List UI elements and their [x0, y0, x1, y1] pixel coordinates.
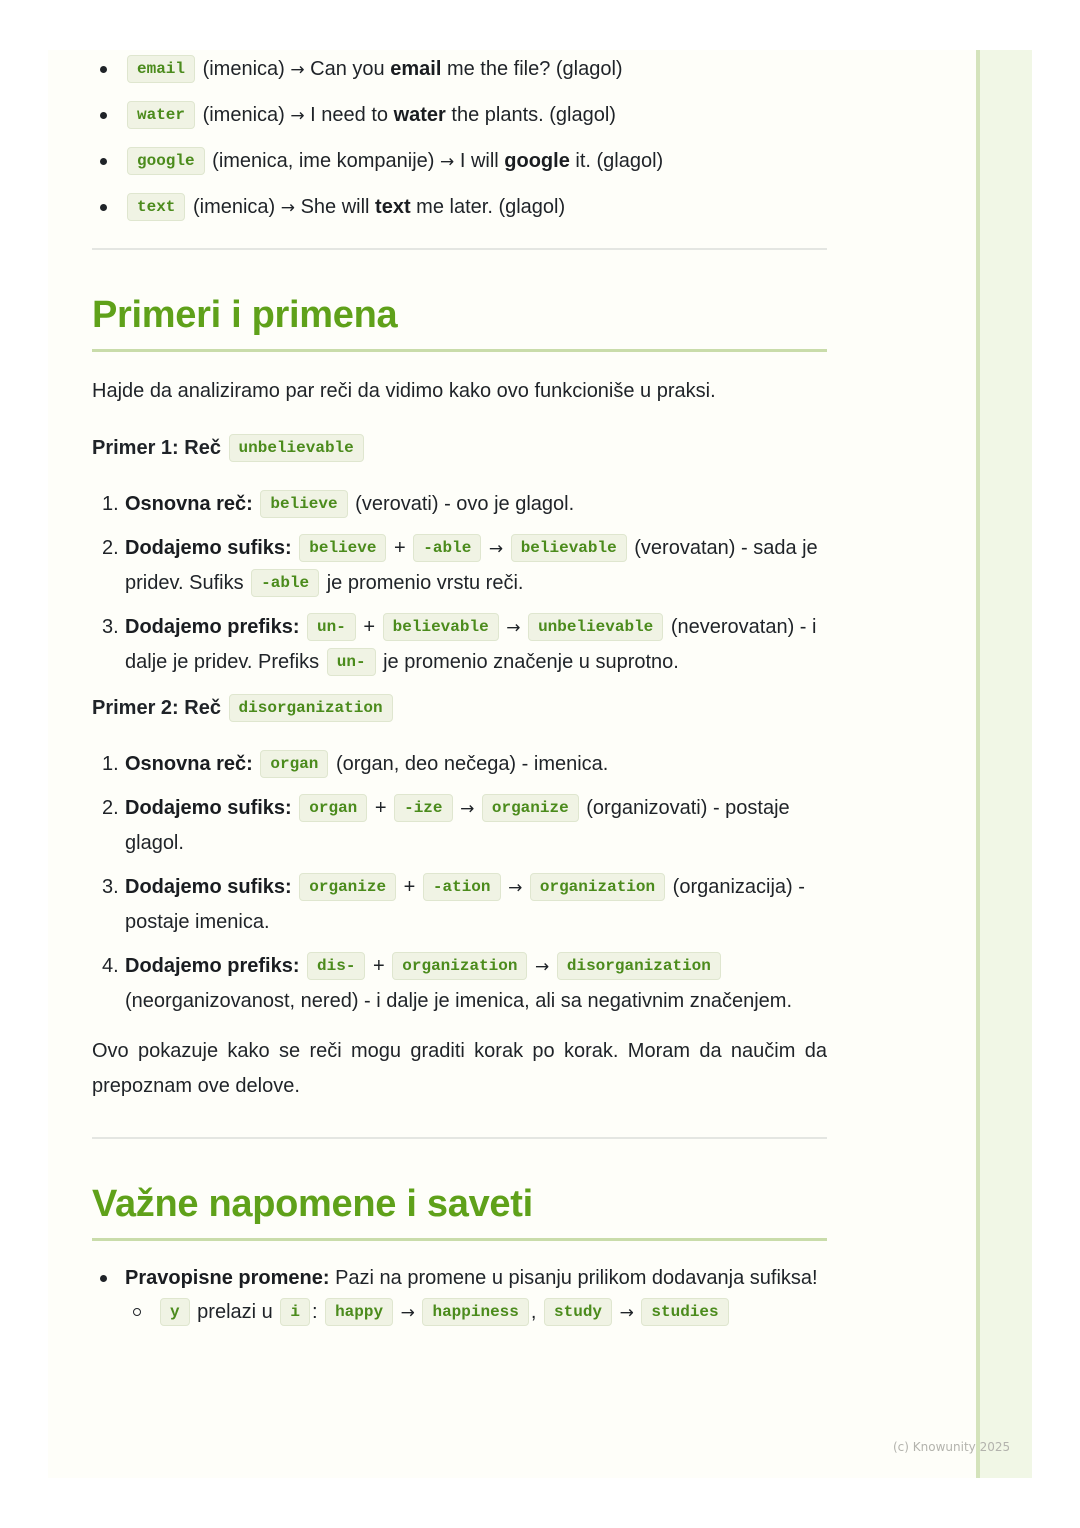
- list-item: email (imenica) → Can you email me the file? (glagol): [92, 52, 827, 87]
- code-term: organization: [392, 952, 527, 980]
- section-divider: [92, 1137, 827, 1139]
- step-item: 3. Dodajemo prefiks: un- + believable → unbelievable (neverovatan) - i dalje je pridev. Prefiks un- je promenio značenje u suprotno.: [92, 610, 827, 679]
- code-term: believe: [299, 534, 386, 562]
- code-term: organ: [299, 794, 367, 822]
- code-term: -able: [251, 569, 319, 597]
- code-term: i: [280, 1298, 310, 1326]
- primer-2-title: Primer 2: Reč disorganization: [92, 691, 827, 725]
- code-term: unbelievable: [528, 613, 663, 641]
- code-term: -ize: [394, 794, 452, 822]
- arrow-icon: →: [506, 618, 521, 638]
- code-term: believable: [383, 613, 499, 641]
- document-content: [92, 50, 827, 1341]
- code-term: google: [127, 147, 205, 175]
- arrow-icon: →: [619, 1303, 634, 1323]
- list-item: text (imenica) → She will text me later. (glagol): [92, 190, 827, 225]
- section-divider: [92, 248, 827, 250]
- arrow-icon: →: [290, 106, 305, 126]
- code-term: organize: [299, 873, 396, 901]
- code-term: water: [127, 101, 195, 129]
- primer-1-steps: [92, 487, 827, 679]
- code-term: happy: [325, 1298, 393, 1326]
- code-term: believable: [511, 534, 627, 562]
- step-item: 4. Dodajemo prefiks: dis- + organization → disorganization (neorganizovanost, nered) - i dalje je imenica, ali sa negativnim značenjem.: [92, 949, 827, 1018]
- step-item: 2. Dodajemo sufiks: believe + -able → believable (verovatan) - sada je pridev. Sufiks -able je promenio vrstu reči.: [92, 531, 827, 600]
- code-term: unbelievable: [229, 434, 364, 462]
- section-heading-primeri: Primeri i primena: [92, 294, 827, 352]
- code-term: un-: [327, 648, 376, 676]
- list-item: google (imenica, ime kompanije) → I will google it. (glagol): [92, 144, 827, 179]
- code-term: -able: [413, 534, 481, 562]
- code-term: dis-: [307, 952, 365, 980]
- list-item: water (imenica) → I need to water the plants. (glagol): [92, 98, 827, 133]
- copyright-footer: (c) Knowunity 2025: [893, 1440, 1011, 1454]
- code-term: organ: [260, 750, 328, 778]
- tips-list: [92, 1261, 827, 1330]
- section-heading-napomene: Važne napomene i saveti: [92, 1183, 827, 1241]
- primer-1-title: Primer 1: Reč unbelievable: [92, 431, 827, 465]
- step-item: 3. Dodajemo sufiks: organize + -ation → organization (organizacija) - postaje imenica.: [92, 870, 827, 939]
- arrow-icon: →: [488, 539, 504, 559]
- code-term: disorganization: [229, 694, 393, 722]
- primer-2-steps: [92, 747, 827, 1018]
- word-conversion-list: [92, 52, 827, 225]
- code-term: study: [544, 1298, 612, 1326]
- step-item: 1. Osnovna reč: believe (verovati) - ovo je glagol.: [92, 487, 827, 521]
- arrow-icon: →: [400, 1303, 415, 1323]
- code-term: un-: [307, 613, 356, 641]
- arrow-icon: →: [535, 957, 550, 977]
- code-term: disorganization: [557, 952, 721, 980]
- arrow-icon: →: [280, 198, 296, 218]
- arrow-icon: →: [440, 152, 455, 172]
- arrow-icon: →: [508, 878, 523, 898]
- code-term: organize: [482, 794, 579, 822]
- intro-paragraph: Hajde da analiziramo par reči da vidimo kako ovo funkcioniše u praksi.: [92, 380, 716, 402]
- arrow-icon: →: [290, 60, 305, 80]
- code-term: organization: [530, 873, 665, 901]
- step-item: 1. Osnovna reč: organ (organ, deo nečega) - imenica.: [92, 747, 827, 781]
- code-term: happiness: [422, 1298, 528, 1326]
- outro-paragraph: Ovo pokazuje kako se reči mogu graditi korak po korak. Moram da naučim da prepoznam ove delove.: [92, 1040, 827, 1097]
- code-term: -ation: [423, 873, 501, 901]
- arrow-icon: →: [460, 799, 475, 819]
- code-term: studies: [641, 1298, 728, 1326]
- code-term: text: [127, 193, 185, 221]
- code-term: email: [127, 55, 195, 83]
- sub-list-item: y prelazi u i : happy → happiness , study → studies: [125, 1295, 827, 1330]
- code-term: believe: [260, 490, 347, 518]
- page-side-strip: [976, 50, 1032, 1478]
- list-item: Pravopisne promene: Pazi na promene u pisanju prilikom dodavanja sufiksa! y prelazi u i : happy → happiness , study → studies: [92, 1261, 827, 1330]
- code-term: y: [160, 1298, 190, 1326]
- sub-list: [125, 1295, 827, 1330]
- step-item: 2. Dodajemo sufiks: organ + -ize → organize (organizovati) - postaje glagol.: [92, 791, 827, 860]
